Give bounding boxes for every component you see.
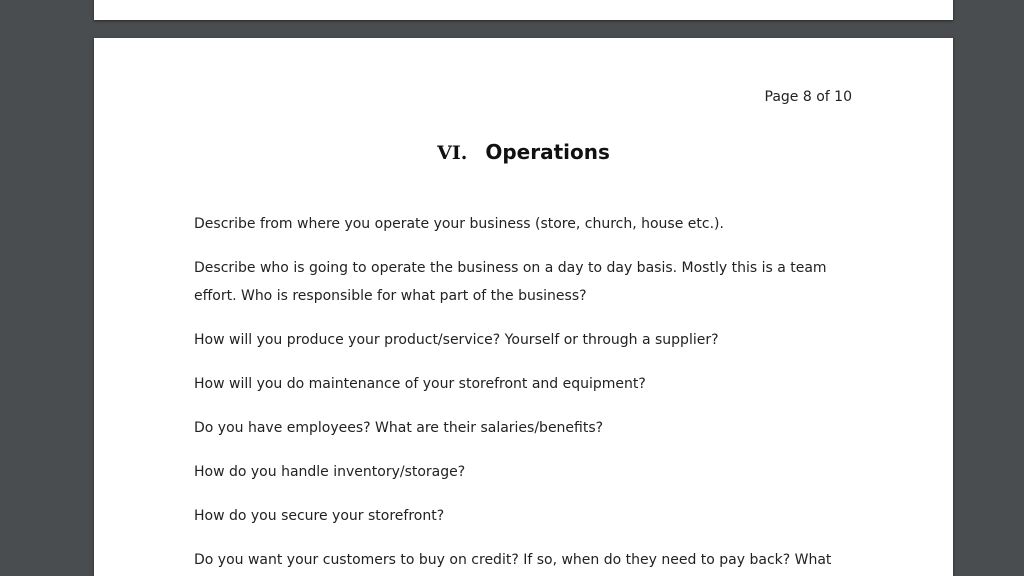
question-item: How will you produce your product/service? Yourself or through a supplier? [194, 332, 719, 348]
question-item: Describe from where you operate your business (store, church, house etc.). [194, 216, 724, 232]
section-title: Operations [485, 140, 610, 164]
question-item: Do you want your customers to buy on credit? If so, when do they need to pay back? What [194, 552, 832, 568]
section-numeral: VI. [437, 142, 468, 164]
previous-page [94, 0, 953, 20]
question-item: Do you have employees? What are their salaries/benefits? [194, 420, 604, 436]
document-page [94, 38, 953, 576]
question-item: Describe who is going to operate the business on a day to day basis. Mostly this is a team effort. Who is responsible for what part of the business? [194, 260, 827, 304]
section-heading [94, 140, 953, 164]
question-item: How will you do maintenance of your storefront and equipment? [194, 376, 646, 392]
question-item: How do you secure your storefront? [194, 508, 445, 524]
question-item: How do you handle inventory/storage? [194, 464, 466, 480]
question-list [194, 210, 853, 576]
page-number: Page 8 of 10 [764, 89, 852, 105]
